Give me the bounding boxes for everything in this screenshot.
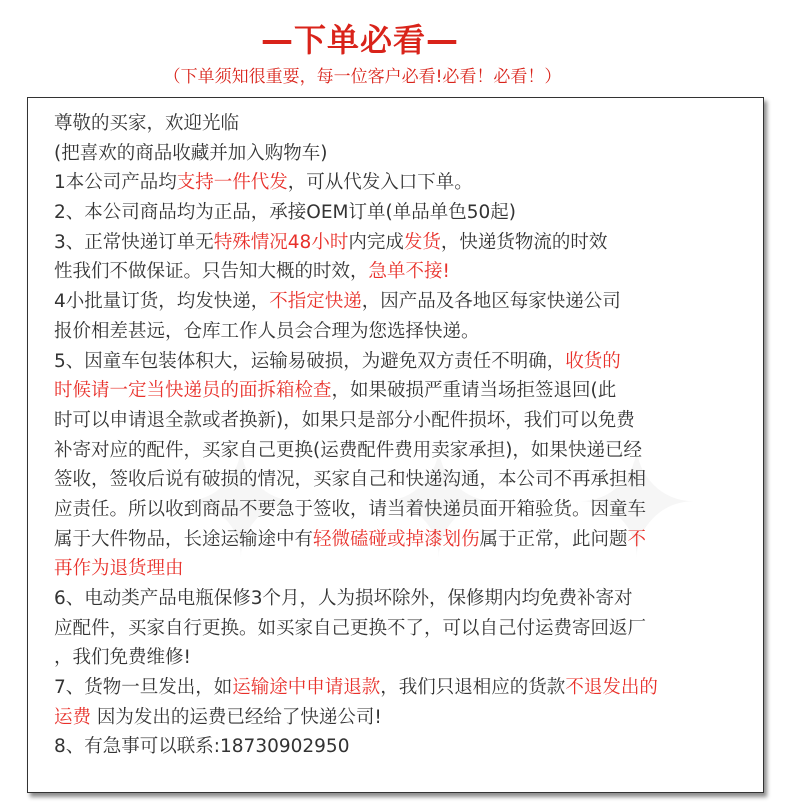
- notice-text: 2、本公司商品均为正品，承接OEM订单(单品单色50起): [54, 202, 516, 224]
- notice-text: 签收，签收后说有破损的情况，买家自己和快递沟通，本公司不再承担相: [54, 469, 647, 491]
- notice-content: [54, 109, 754, 762]
- notice-line: [54, 406, 754, 436]
- notice-text: 报价相差甚远，仓库工作人员会合理为您选择快递。: [54, 320, 480, 342]
- notice-line: [54, 287, 754, 317]
- notice-line: [54, 228, 754, 258]
- notice-text: 应责任。所以收到商品不要急于签收，请当着快递员面开箱验货。因童车: [54, 498, 647, 520]
- notice-line: [54, 168, 754, 198]
- notice-text: ，快递货物流的时效: [440, 231, 608, 253]
- highlight-text: 急单不接!: [368, 261, 450, 283]
- highlight-text: 收货的: [565, 350, 621, 372]
- highlight-text: 运输途中申请退款: [232, 677, 381, 699]
- notice-text: 1本公司产品均: [54, 172, 177, 194]
- highlight-text: 运费: [54, 706, 92, 728]
- notice-text: (把喜欢的商品收藏并加入购物车): [54, 142, 328, 164]
- notice-text: 尊敬的买家，欢迎光临: [54, 113, 240, 134]
- notice-line: [54, 436, 754, 466]
- notice-line: [54, 317, 754, 347]
- notice-line: [54, 257, 754, 287]
- highlight-text: 发货: [403, 231, 441, 253]
- page-title: —下单必看—: [260, 21, 459, 59]
- notice-line: [54, 139, 754, 169]
- notice-line: [54, 614, 754, 644]
- notice-text: ，可从代发入口下单。: [287, 172, 473, 194]
- notice-line: [54, 703, 754, 733]
- highlight-text: 不退发出的: [565, 677, 658, 699]
- notice-text: 8、有急事可以联系:18730902950: [54, 736, 350, 758]
- notice-line: [54, 673, 754, 703]
- notice-text: 属于正常，此问题: [479, 528, 628, 550]
- notice-text: 性我们不做保证。只告知大概的时效，: [54, 261, 369, 283]
- highlight-text: 轻微磕碰或掉漆划伤: [313, 528, 480, 550]
- highlight-text: 时候请一定当快递员的面拆箱检查: [54, 380, 332, 402]
- notice-text: 6、电动类产品电瓶保修3个月，人为损坏除外，保修期内均免费补寄对: [54, 588, 633, 609]
- notice-line: [54, 554, 754, 584]
- notice-text: 7、货物一旦发出，如: [54, 677, 233, 699]
- notice-text: 属于大件物品，长途运输途中有: [54, 528, 314, 550]
- notice-text: ，因产品及各地区每家快递公司: [361, 291, 621, 313]
- notice-line: [54, 584, 754, 614]
- notice-line: [54, 347, 754, 377]
- notice-text: 补寄对应的配件，买家自己更换(运费配件费用卖家承担)，如果快递已经: [54, 439, 642, 461]
- notice-line: [54, 495, 754, 525]
- highlight-text: 特殊情况48小时: [213, 231, 349, 253]
- page-subtitle: （下单须知很重要，每一位客户必看!必看！必看！）: [163, 67, 562, 87]
- notice-line: [54, 109, 754, 139]
- notice-text: 5、因童车包装体积大，运输易破损，为避免双方责任不明确，: [54, 350, 566, 372]
- notice-text: 因为发出的运费已经给了快递公司!: [91, 706, 382, 728]
- notice-line: [54, 465, 754, 495]
- notice-text: 时可以申请退全款或者换新)，如果只是部分小配件损坏，我们可以免费: [54, 409, 635, 431]
- notice-text: ，我们免费维修!: [54, 647, 191, 669]
- highlight-text: 不指定快递: [269, 291, 362, 313]
- notice-text: 内完成: [348, 231, 404, 253]
- highlight-text: 不: [627, 528, 647, 550]
- notice-text: 3、正常快递订单无: [54, 231, 214, 253]
- notice-line: [54, 643, 754, 673]
- highlight-text: 再作为退货理由: [54, 558, 184, 580]
- notice-line: [54, 198, 754, 228]
- notice-line: [54, 732, 754, 762]
- notice-box: [27, 97, 764, 793]
- notice-text: 应配件，买家自行更换。如买家自己更换不了，可以自己付运费寄回返厂: [54, 617, 647, 639]
- notice-line: [54, 525, 754, 555]
- highlight-text: 支持一件代发: [176, 172, 288, 194]
- notice-line: [54, 376, 754, 406]
- notice-text: ，我们只退相应的货款: [380, 677, 566, 699]
- notice-text: 4小批量订货，均发快递，: [54, 291, 270, 313]
- notice-text: ，如果破损严重请当场拒签退回(此: [331, 380, 617, 402]
